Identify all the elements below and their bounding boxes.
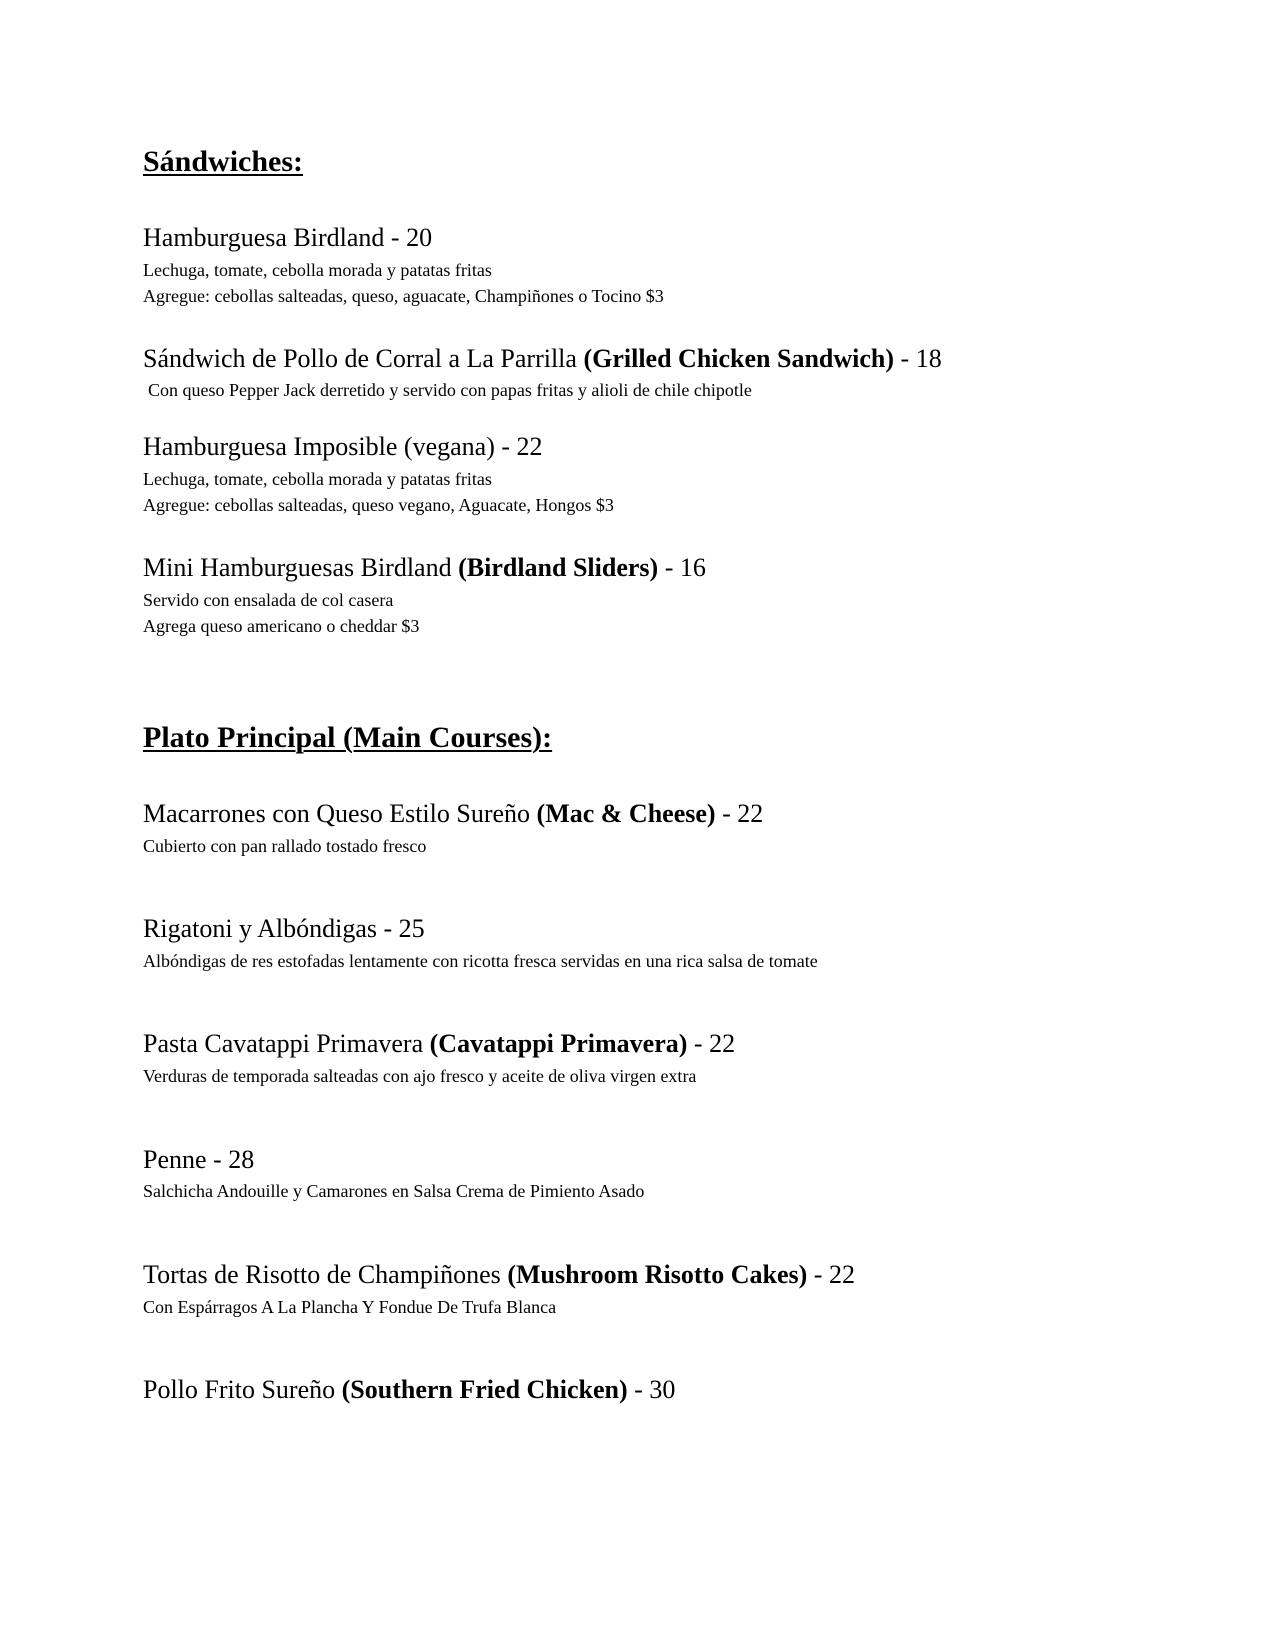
item-price: 30	[649, 1375, 676, 1404]
section-heading-sandwiches: Sándwiches:	[143, 145, 304, 178]
item-name: Penne	[143, 1145, 207, 1174]
item-price: 22	[516, 432, 543, 461]
menu-item-description: Con queso Pepper Jack derretido y servido con papas fritas y alioli de chile chipotle	[148, 380, 752, 400]
item-english-name: (Cavatappi Primavera)	[429, 1029, 688, 1058]
menu-item-title: Pollo Frito Sureño (Southern Fried Chicken) - 30	[143, 1375, 676, 1404]
menu-item-description: Lechuga, tomate, cebolla morada y patatas fritas	[143, 260, 492, 280]
item-price: 25	[398, 914, 425, 943]
menu-item-title: Rigatoni y Albóndigas - 25	[143, 914, 425, 943]
item-name: Tortas de Risotto de Champiñones	[143, 1260, 501, 1289]
item-price: 18	[915, 344, 942, 373]
menu-item-description: Verduras de temporada salteadas con ajo fresco y aceite de oliva virgen extra	[143, 1066, 697, 1086]
menu-item-addon: Agregue: cebollas salteadas, queso, aguacate, Champiñones o Tocino $3	[143, 286, 664, 306]
item-name: Sándwich de Pollo de Corral a La Parrilla	[143, 344, 577, 373]
item-english-name: (Southern Fried Chicken)	[341, 1375, 628, 1404]
item-name: Pollo Frito Sureño	[143, 1375, 336, 1404]
menu-item-title: Mini Hamburguesas Birdland (Birdland Sliders) - 16	[143, 553, 706, 582]
item-name: Hamburguesa Birdland	[143, 223, 385, 252]
item-english-name: (Mac & Cheese)	[536, 799, 716, 828]
item-price: 22	[737, 799, 764, 828]
item-name: Mini Hamburguesas Birdland	[143, 553, 452, 582]
item-price: 22	[709, 1029, 736, 1058]
item-price: 22	[828, 1260, 855, 1289]
item-english-name: (Mushroom Risotto Cakes)	[507, 1260, 808, 1289]
item-english-name: (Grilled Chicken Sandwich)	[583, 344, 895, 373]
menu-item-title: Sándwich de Pollo de Corral a La Parrilla (Grilled Chicken Sandwich) - 18	[143, 344, 942, 373]
item-price: 28	[228, 1145, 255, 1174]
item-name: Rigatoni y Albóndigas	[143, 914, 377, 943]
section-heading-main-courses: Plato Principal (Main Courses):	[143, 721, 553, 754]
menu-item-description: Lechuga, tomate, cebolla morada y patatas fritas	[143, 469, 492, 489]
item-english-name: (Birdland Sliders)	[458, 553, 659, 582]
item-name: Hamburguesa Imposible (vegana)	[143, 432, 495, 461]
menu-item-description: Servido con ensalada de col casera	[143, 590, 394, 610]
item-name: Pasta Cavatappi Primavera	[143, 1029, 424, 1058]
menu-item-title: Tortas de Risotto de Champiñones (Mushroom Risotto Cakes) - 22	[143, 1260, 855, 1289]
menu-item-title: Macarrones con Queso Estilo Sureño (Mac & Cheese) - 22	[143, 799, 764, 828]
menu-item-description: Con Espárragos A La Plancha Y Fondue De Trufa Blanca	[143, 1297, 557, 1317]
item-name: Macarrones con Queso Estilo Sureño	[143, 799, 531, 828]
menu-item-description: Cubierto con pan rallado tostado fresco	[143, 836, 427, 856]
menu-item-title: Pasta Cavatappi Primavera (Cavatappi Primavera) - 22	[143, 1029, 736, 1058]
menu-item-title: Penne - 28	[143, 1145, 255, 1174]
menu-item-title: Hamburguesa Birdland - 20	[143, 223, 433, 252]
menu-item-addon: Agrega queso americano o cheddar $3	[143, 616, 420, 636]
menu-item-title: Hamburguesa Imposible (vegana) - 22	[143, 432, 543, 461]
item-price: 20	[406, 223, 433, 252]
menu-item-description: Salchicha Andouille y Camarones en Salsa Crema de Pimiento Asado	[143, 1181, 645, 1201]
item-price: 16	[679, 553, 706, 582]
menu-item-addon: Agregue: cebollas salteadas, queso vegano, Aguacate, Hongos $3	[143, 495, 614, 515]
menu-item-description: Albóndigas de res estofadas lentamente con ricotta fresca servidas en una rica salsa de tomate	[143, 951, 818, 971]
